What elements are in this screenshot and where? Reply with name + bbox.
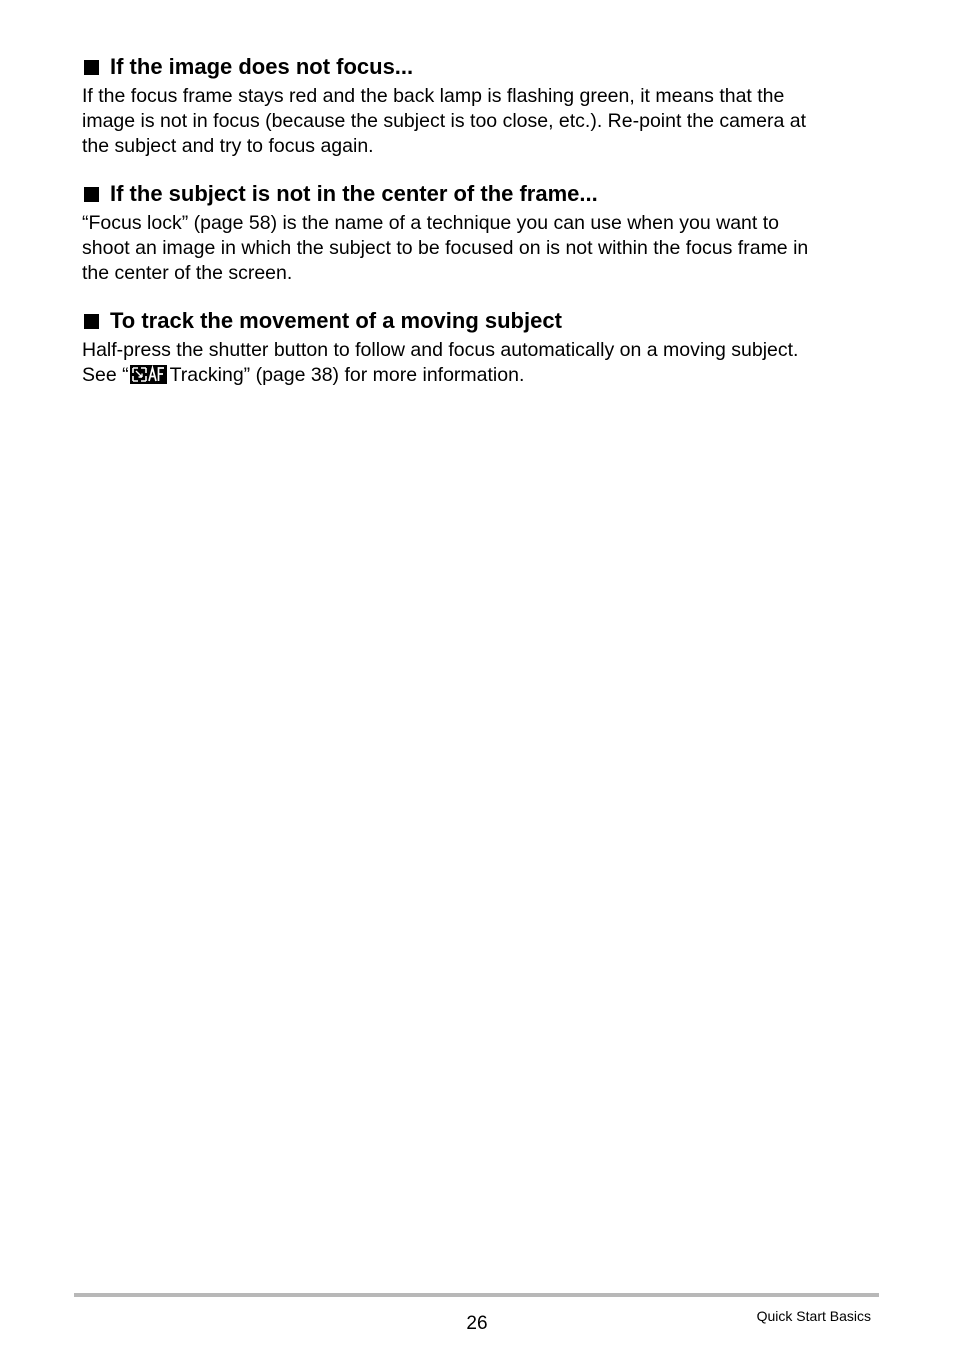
page-number: 26 bbox=[466, 1313, 488, 1334]
body-line: If the focus frame stays red and the back lamp is flashing green, it means that the bbox=[82, 85, 785, 107]
square-bullet-icon bbox=[84, 187, 99, 202]
body-line: the subject and try to focus again. bbox=[82, 135, 374, 157]
body-text-before-icon: See “ bbox=[82, 364, 129, 386]
heading-text: If the subject is not in the center of the frame... bbox=[110, 181, 598, 206]
body-line: Half-press the shutter button to follow and focus automatically on a moving subject. bbox=[82, 339, 799, 361]
square-bullet-icon bbox=[84, 314, 99, 329]
section-subject-not-center bbox=[82, 180, 882, 286]
heading-text: If the image does not focus... bbox=[110, 54, 414, 79]
section-body bbox=[82, 84, 882, 159]
heading-text: To track the movement of a moving subject bbox=[110, 308, 562, 333]
square-bullet-icon bbox=[84, 60, 99, 75]
section-heading bbox=[82, 180, 882, 208]
section-image-not-focus bbox=[82, 53, 882, 159]
section-body bbox=[82, 338, 882, 391]
section-body bbox=[82, 211, 882, 286]
body-text-after-icon: Tracking” (page 38) for more information. bbox=[169, 364, 525, 386]
body-line: “Focus lock” (page 58) is the name of a technique you can use when you want to bbox=[82, 212, 779, 234]
section-track-moving-subject bbox=[82, 307, 882, 391]
section-heading bbox=[82, 307, 882, 335]
body-line: shoot an image in which the subject to be focused on is not within the focus frame in bbox=[82, 237, 809, 259]
body-line bbox=[82, 363, 882, 391]
footer-section-label: Quick Start Basics bbox=[756, 1308, 871, 1324]
footer-divider bbox=[74, 1293, 879, 1297]
tracking-af-icon bbox=[130, 365, 167, 391]
body-line: image is not in focus (because the subject is too close, etc.). Re-point the camera at bbox=[82, 110, 807, 132]
section-heading bbox=[82, 53, 882, 81]
body-line: the center of the screen. bbox=[82, 262, 293, 284]
